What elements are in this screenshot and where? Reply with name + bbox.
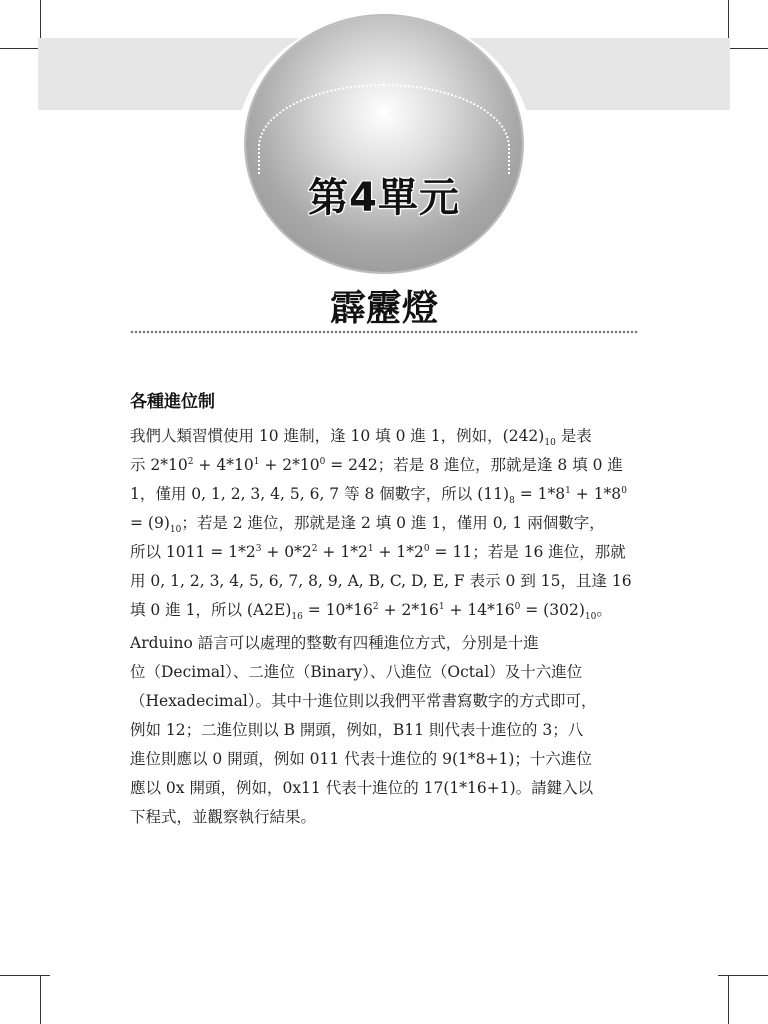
paragraph-arduino-bases [130,629,640,832]
unit-title: 第4單元 [308,175,460,221]
text-line: = $(9)_{10}$；若是 2 進位，那就是逢 2 填 0 進 1，僅用 0, 1 兩個數字， [130,514,605,536]
text-line: （Hexadecimal）。其中十進位則以我們平常書寫數字的方式即可， [130,692,597,710]
dotted-divider [130,329,638,335]
text-line: 用 0, 1, 2, 3, 4, 5, 6, 7, 8, 9, A, B, C, D, E, F 表示 0 到 15，且逢 16 [130,572,632,590]
chapter-title: 霹靂燈 [329,288,438,329]
text-line: 所以 $1011 = 1*2^3 + 0*2^2 + 1*2^1 + 1*2^0 = 11$；若是 16 進位，那就 [130,543,626,561]
text-line: 例如 12；二進位則以 B 開頭，例如，B11 則代表十進位的 3；八 [130,721,584,739]
text-line: 進位則應以 0 開頭，例如 011 代表十進位的 9(1*8+1)；十六進位 [130,750,592,768]
crop-mark [728,975,729,1024]
crop-mark [40,975,41,1024]
text-line: 我們人類習慣使用 10 進制，逢 10 填 0 進 1，例如，$(242)_{10}$ 是表 [130,427,592,449]
text-line: 1，僅用 0, 1, 2, 3, 4, 5, 6, 7 等 8 個數字，所以 $(11)_8 = 1*8^1 + 1*8^0$ [130,485,627,507]
text-line: 應以 0x 開頭，例如，0x11 代表十進位的 17(1*16+1)。請鍵入以 [130,779,594,797]
text-line: 下程式，並觀察執行結果。 [130,808,317,826]
section-heading: 各種進位制 [130,392,215,412]
crop-mark [718,975,768,976]
crop-mark [0,975,50,976]
text-line: 填 0 進 1，所以 $(A2E)_{16} = 10*16^2 + 2*16^1 + 14*16^0 = (302)_{10}$。 [130,601,612,623]
text-line: 示 $2*10^2 + 4*10^1 + 2*10^0 = 242$；若是 8 進位，那就是逢 8 填 0 進 [130,456,623,474]
text-line: Arduino 語言可以處理的整數有四種進位方式，分別是十進 [130,634,539,652]
text-line: 位（Decimal）、二進位（Binary）、八進位（Octal）及十六進位 [130,663,583,681]
paragraph-number-systems [130,422,640,625]
